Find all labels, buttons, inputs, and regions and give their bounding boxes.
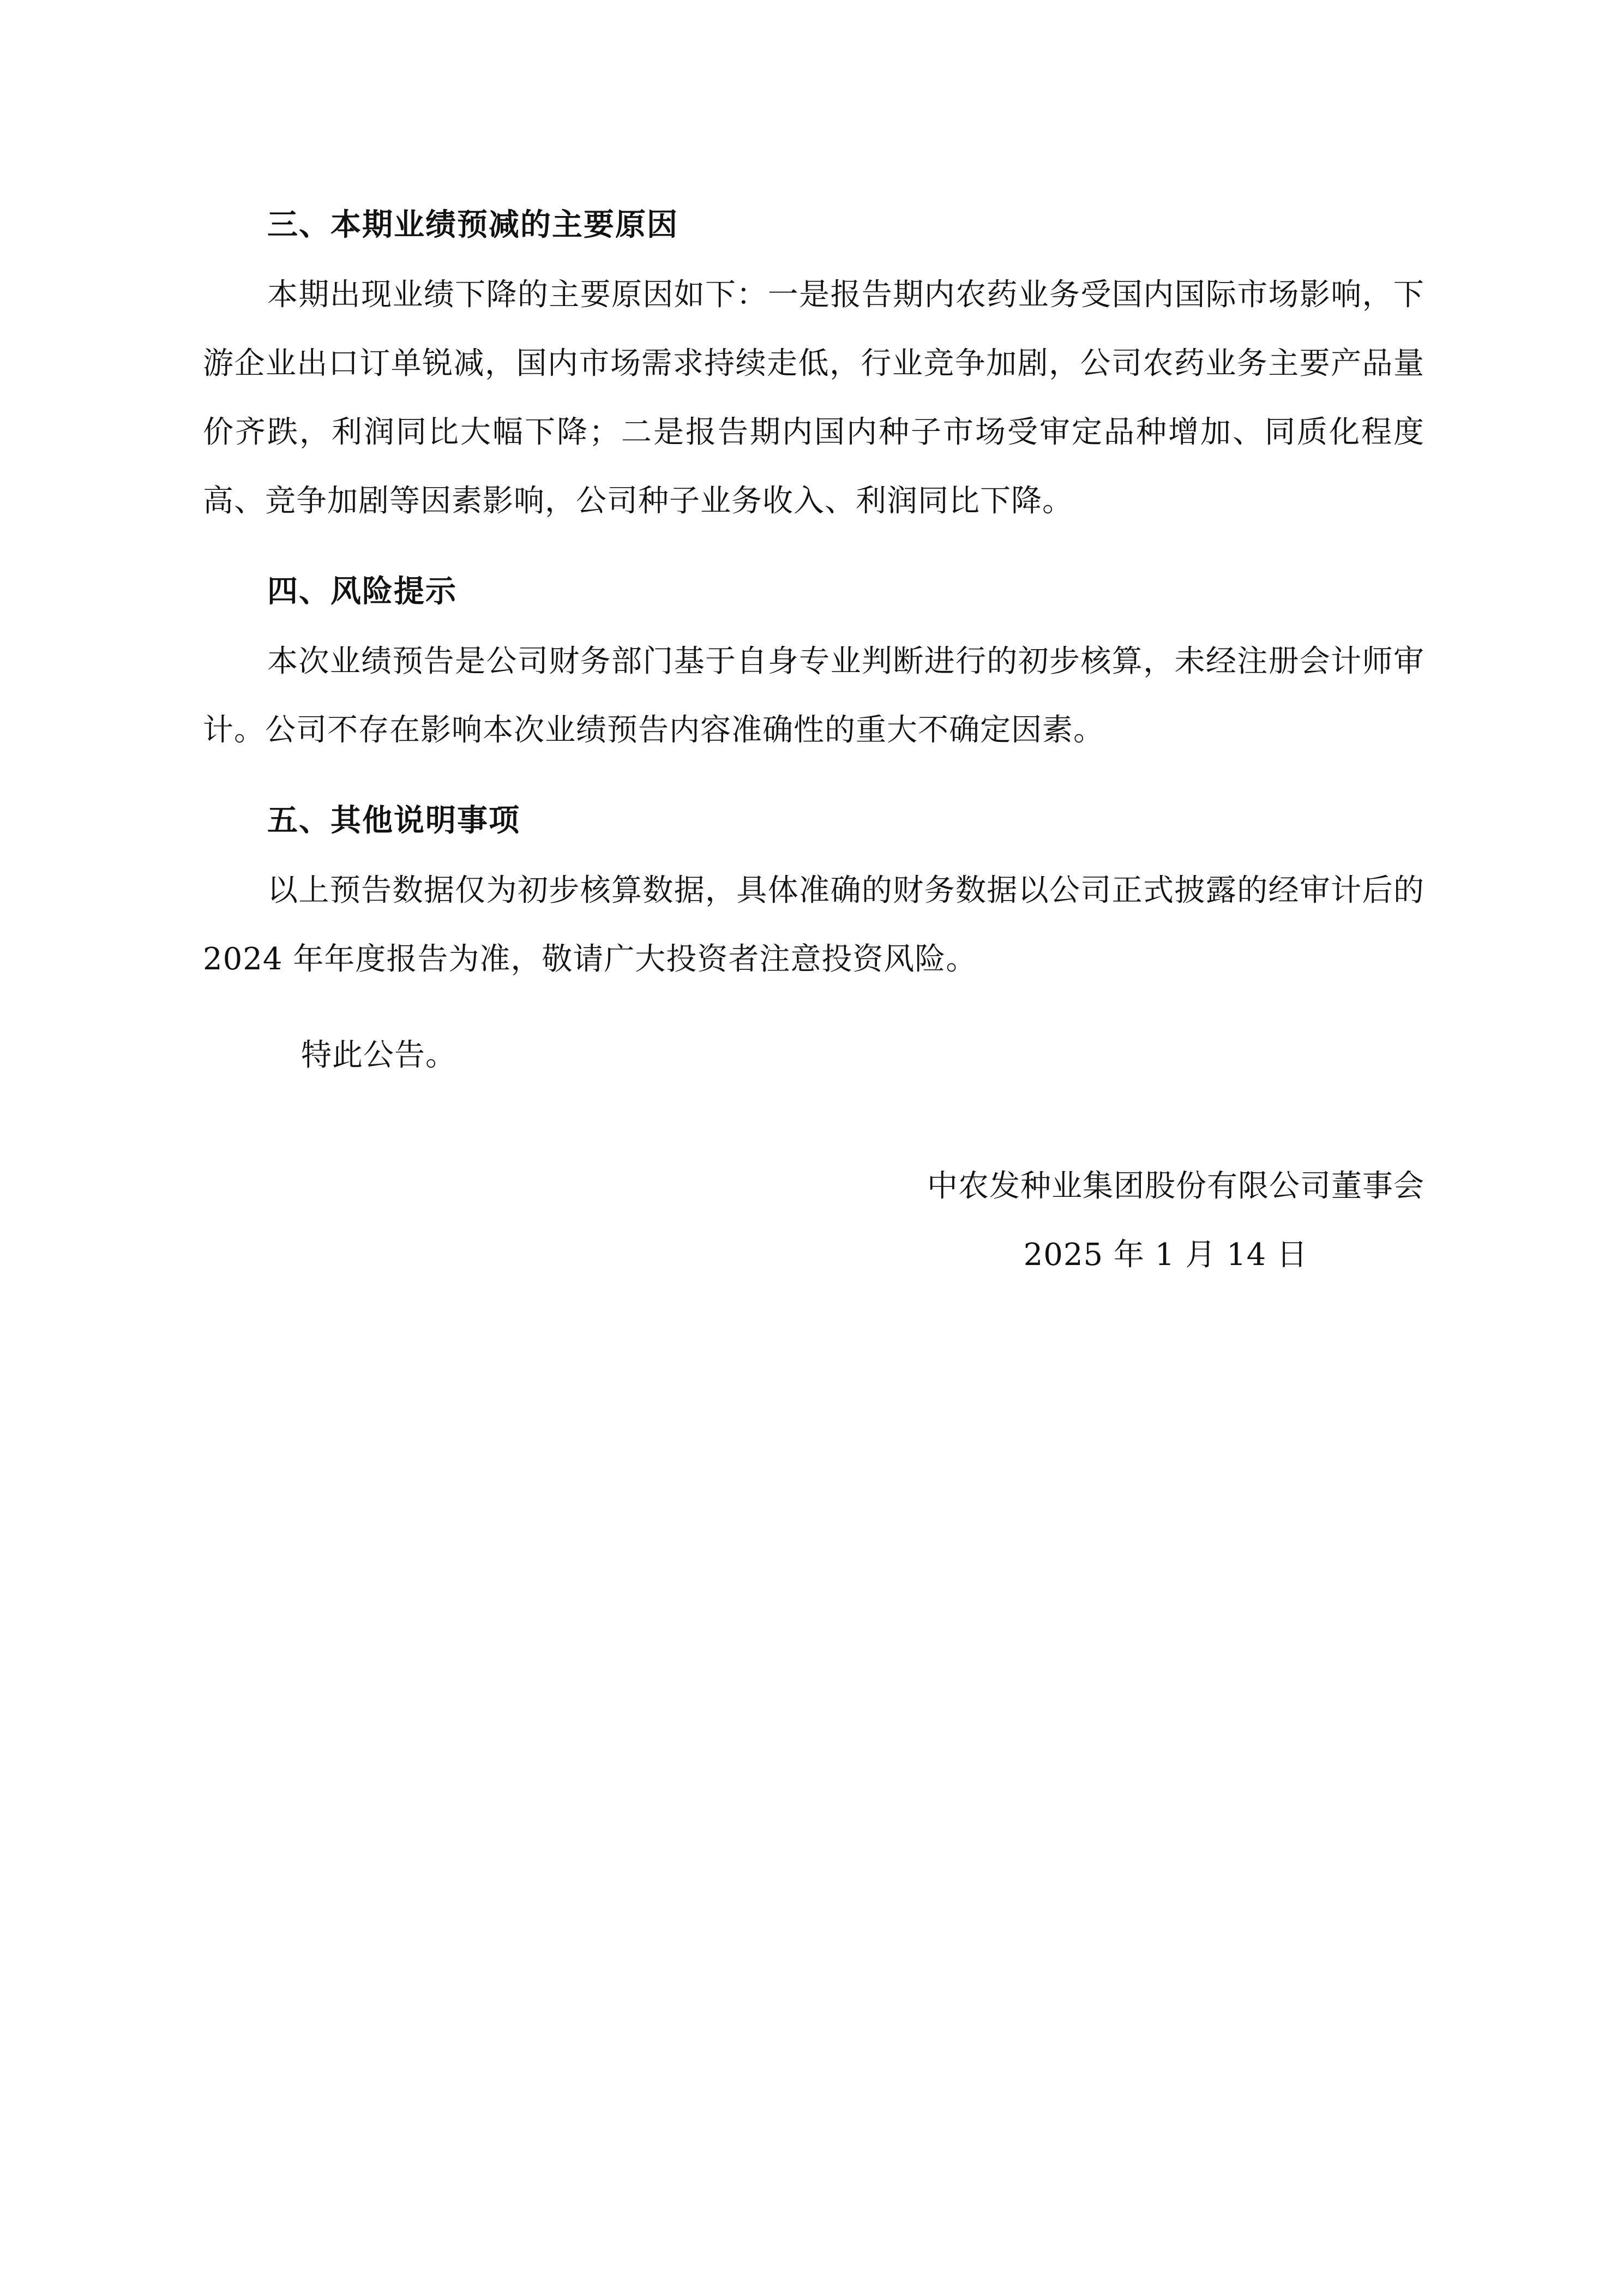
section-performance-reasons [203,201,1424,536]
section-heading: 四、风险提示 [267,574,457,609]
signature-date: 2025 年 1 月 14 日 [1023,1237,1308,1273]
section-paragraph: 本次业绩预告是公司财务部门基于自身专业判断进行的初步核算，未经注册会计师审计。公司不存在影响本次业绩预告内容准确性的重大不确定因素。 [203,644,1424,748]
section-risk-notice [203,567,1424,765]
section-paragraph: 以上预告数据仅为初步核算数据，具体准确的财务数据以公司正式披露的经审计后的 2024 年年度报告为准，敬请广大投资者注意投资风险。 [203,873,1424,977]
section-heading: 五、其他说明事项 [267,803,520,838]
closing-statement: 特此公告。 [301,1038,456,1073]
section-other-notes [203,796,1424,994]
section-paragraph: 本期出现业绩下降的主要原因如下：一是报告期内农药业务受国内国际市场影响，下游企业出口订单锐减，国内市场需求持续走低，行业竞争加剧，公司农药业务主要产品量价齐跌，利润同比大幅下降；二是报告期内国内种子市场受审定品种增加、同质化程度高、竞争加剧等因素影响，公司种子业务收入、利润同比下降。 [203,277,1424,519]
section-heading: 三、本期业绩预减的主要原因 [267,207,678,243]
signature-company: 中农发种业集团股份有限公司董事会 [927,1168,1424,1204]
document-body [203,201,1424,1080]
